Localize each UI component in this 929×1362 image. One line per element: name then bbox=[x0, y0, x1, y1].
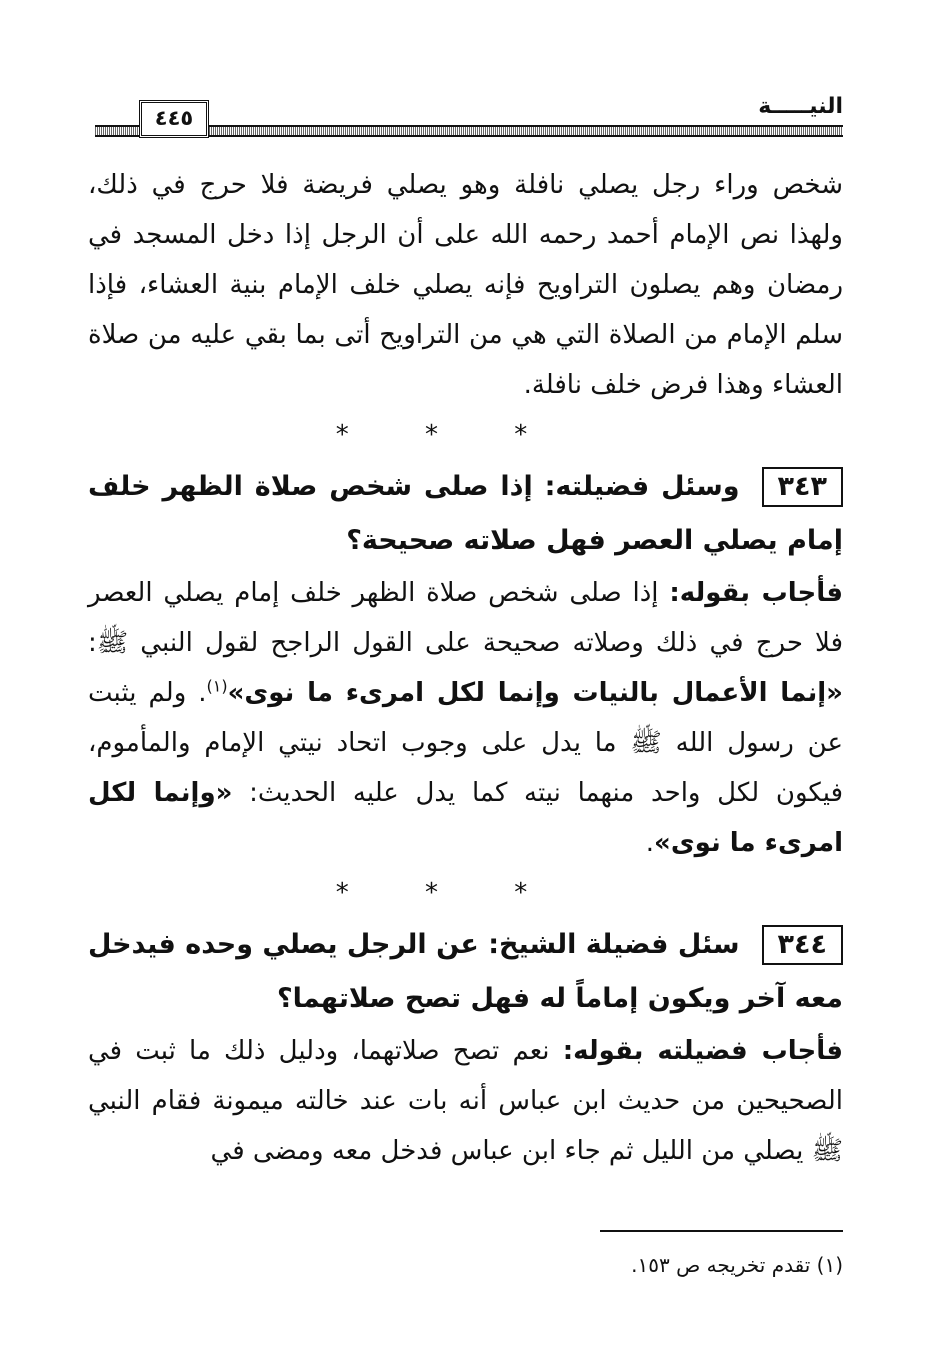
footnote-reference[interactable]: (١) bbox=[206, 676, 228, 696]
hadith-quote-2: «وإنما لكل امرىء ما نوى» bbox=[88, 778, 843, 858]
question-text-344: سئل فضيلة الشيخ: عن الرجل يصلي وحده فيدخل معه آخر ويكون إماماً له فهل تصح صلاتهما؟ bbox=[88, 929, 843, 1014]
answer-end-343: . bbox=[645, 828, 655, 858]
answer-text-344: نعم تصح صلاتهما، ودليل ذلك ما ثبت في الصحيحين من حديث ابن عباس أنه بات عند خالته ميمونة فقام النبي ﷺ يصلي من الليل ثم جاء ابن عباس فدخل معه ومضى في bbox=[88, 1036, 843, 1166]
answer-text-343-part2: . ولم يثبت عن رسول الله ﷺ ما يدل على وجوب اتحاد نيتي الإمام والمأموم، فيكون لكل واحد منهما نيته كما يدل عليه الحديث: bbox=[88, 678, 844, 808]
answer-343 bbox=[88, 568, 843, 868]
chapter-title: النيـــــة bbox=[748, 92, 843, 122]
section-separator: * * * bbox=[335, 420, 562, 450]
question-343 bbox=[88, 460, 843, 568]
answer-text-343-part1: إذا صلى شخص صلاة الظهر خلف إمام يصلي العصر فلا حرج في ذلك وصلاته صحيحة على القول الراجح لقول النبي ﷺ: bbox=[88, 578, 843, 658]
page-number: ٤٤٥ bbox=[139, 100, 209, 138]
footnote-divider bbox=[600, 1230, 843, 1232]
answer-344 bbox=[88, 1026, 843, 1176]
question-text-343: وسئل فضيلته: إذا صلى شخص صلاة الظهر خلف إمام يصلي العصر فهل صلاته صحيحة؟ bbox=[88, 471, 843, 556]
running-header bbox=[95, 92, 843, 140]
section-separator: * * * bbox=[335, 878, 562, 908]
question-344 bbox=[88, 918, 843, 1026]
answer-label-344: فأجاب فضيلته بقوله: bbox=[562, 1036, 843, 1066]
footnote: (١) تقدم تخريجه ص ١٥٣. bbox=[631, 1253, 843, 1277]
hadith-quote-1: «إنما الأعمال بالنيات وإنما لكل امرىء ما نوى» bbox=[227, 678, 843, 708]
paragraph-continuation: شخص وراء رجل يصلي نافلة وهو يصلي فريضة فلا حرج في ذلك، ولهذا نص الإمام أحمد رحمه الله على أن الرجل إذا دخل المسجد في رمضان وهم يصلون التراويح فإنه يصلي خلف الإمام بنية العشاء، فإذا سلم الإمام من الصلاة التي هي من التراويح أتى بما بقي عليه من صلاة العشاء وهذا فرض خلف نافلة. bbox=[88, 170, 843, 400]
question-number-344: ٣٤٤ bbox=[762, 925, 843, 965]
question-number-343: ٣٤٣ bbox=[762, 467, 843, 507]
main-text bbox=[88, 160, 843, 1176]
answer-label-343: فأجاب بقوله: bbox=[669, 578, 844, 608]
